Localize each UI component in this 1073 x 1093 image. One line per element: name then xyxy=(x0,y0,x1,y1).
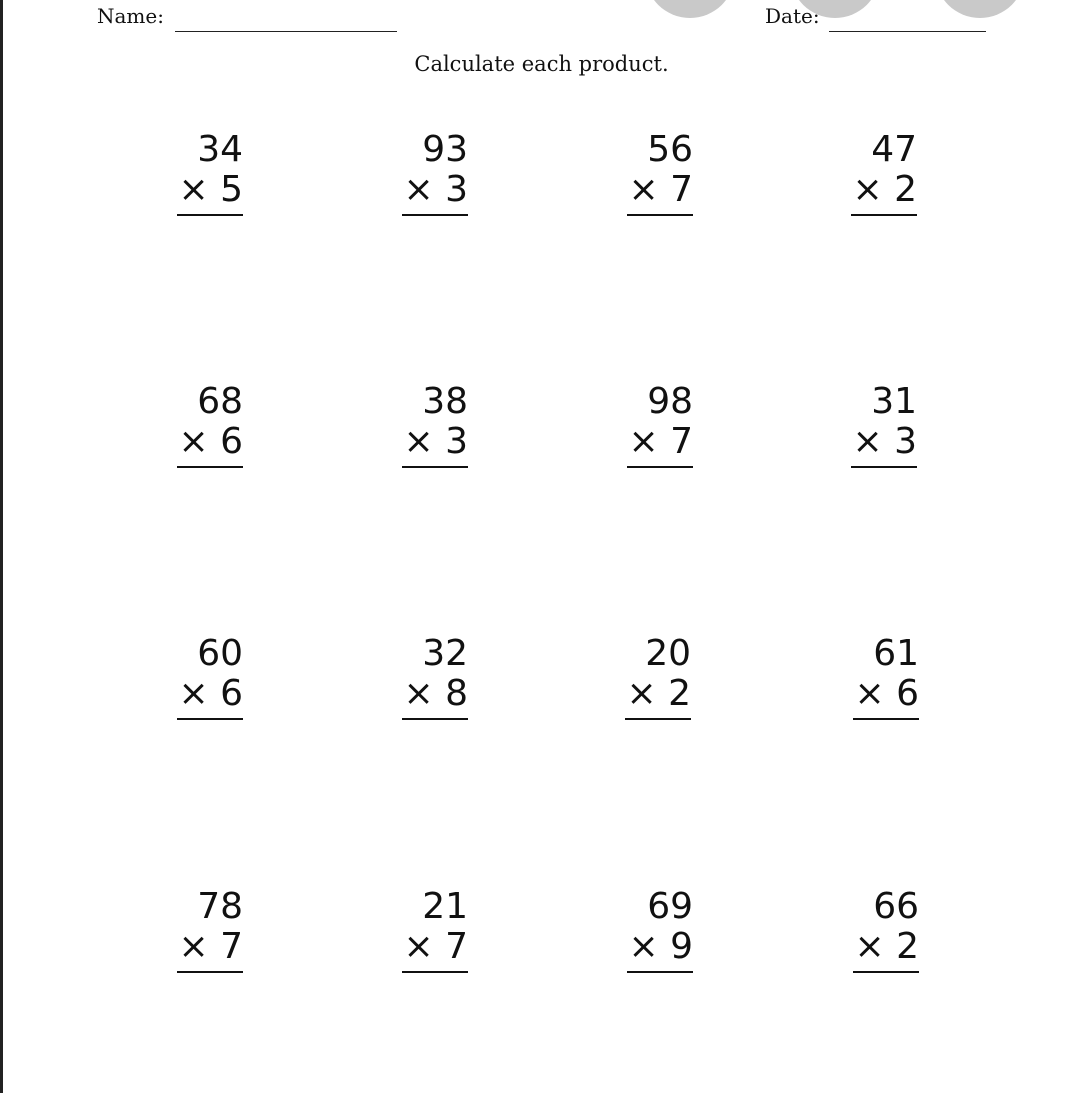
multiplicand: 20 xyxy=(645,633,691,674)
answer-line xyxy=(625,718,691,720)
multiplicand: 38 xyxy=(422,381,468,422)
multiplier: 3 xyxy=(894,421,917,462)
multiplier-row xyxy=(398,927,468,967)
multiplier-row xyxy=(623,170,693,210)
multiplier: 7 xyxy=(220,926,243,967)
problem-card xyxy=(621,634,691,720)
multiplier: 7 xyxy=(445,926,468,967)
answer-line xyxy=(177,466,243,468)
problem-card xyxy=(173,382,243,468)
name-label: Name: xyxy=(97,4,164,28)
multiplicand: 32 xyxy=(422,633,468,674)
multiplier-row xyxy=(173,422,243,462)
times-sign: × xyxy=(403,169,434,210)
problem-card xyxy=(398,382,468,468)
problem-card xyxy=(173,634,243,720)
multiplier-row xyxy=(623,927,693,967)
times-sign: × xyxy=(403,673,434,714)
multiplier-row xyxy=(621,674,691,714)
multiplicand: 98 xyxy=(647,381,693,422)
multiplicand: 56 xyxy=(647,129,693,170)
times-sign: × xyxy=(403,421,434,462)
answer-line xyxy=(627,214,693,216)
problem-card xyxy=(398,130,468,216)
times-sign: × xyxy=(626,673,657,714)
multiplier-row xyxy=(849,927,919,967)
answer-line xyxy=(402,718,468,720)
multiplier: 2 xyxy=(668,673,691,714)
times-sign: × xyxy=(852,421,883,462)
multiplicand: 61 xyxy=(873,633,919,674)
multiplier: 6 xyxy=(896,673,919,714)
answer-line xyxy=(853,971,919,973)
answer-line xyxy=(627,466,693,468)
multiplier-row xyxy=(623,422,693,462)
multiplier: 3 xyxy=(445,169,468,210)
problem-card xyxy=(847,382,917,468)
problem-card xyxy=(173,130,243,216)
problem-card xyxy=(849,634,919,720)
times-sign: × xyxy=(178,926,209,967)
answer-line xyxy=(853,718,919,720)
multiplicand: 78 xyxy=(197,886,243,927)
times-sign: × xyxy=(628,169,659,210)
times-sign: × xyxy=(178,169,209,210)
problem-card xyxy=(398,887,468,973)
multiplicand: 68 xyxy=(197,381,243,422)
multiplicand: 31 xyxy=(871,381,917,422)
multiplier: 3 xyxy=(445,421,468,462)
multiplier-row xyxy=(398,422,468,462)
times-sign: × xyxy=(854,926,885,967)
problem-card xyxy=(623,887,693,973)
answer-line xyxy=(627,971,693,973)
times-sign: × xyxy=(854,673,885,714)
multiplicand: 47 xyxy=(871,129,917,170)
multiplier: 2 xyxy=(894,169,917,210)
times-sign: × xyxy=(628,421,659,462)
times-sign: × xyxy=(628,926,659,967)
problem-card xyxy=(623,130,693,216)
problem-card xyxy=(623,382,693,468)
multiplicand: 69 xyxy=(647,886,693,927)
multiplier: 2 xyxy=(896,926,919,967)
multiplier-row xyxy=(173,927,243,967)
multiplier: 6 xyxy=(220,421,243,462)
answer-line xyxy=(402,971,468,973)
answer-line xyxy=(851,466,917,468)
multiplier: 7 xyxy=(670,169,693,210)
date-label: Date: xyxy=(765,4,820,28)
problem-card xyxy=(847,130,917,216)
multiplier-row xyxy=(398,674,468,714)
multiplier-row xyxy=(849,674,919,714)
times-sign: × xyxy=(852,169,883,210)
multiplier: 6 xyxy=(220,673,243,714)
multiplier-row xyxy=(173,170,243,210)
multiplicand: 66 xyxy=(873,886,919,927)
instruction-text: Calculate each product. xyxy=(414,52,669,76)
times-sign: × xyxy=(178,421,209,462)
multiplicand: 60 xyxy=(197,633,243,674)
times-sign: × xyxy=(178,673,209,714)
multiplier-row xyxy=(847,422,917,462)
answer-line xyxy=(851,214,917,216)
answer-line xyxy=(402,466,468,468)
answer-line xyxy=(177,971,243,973)
answer-line xyxy=(177,214,243,216)
multiplicand: 93 xyxy=(422,129,468,170)
problem-card xyxy=(173,887,243,973)
multiplier: 8 xyxy=(445,673,468,714)
multiplicand: 34 xyxy=(197,129,243,170)
problem-card xyxy=(398,634,468,720)
multiplier-row xyxy=(847,170,917,210)
times-sign: × xyxy=(403,926,434,967)
multiplier: 7 xyxy=(670,421,693,462)
multiplier: 9 xyxy=(670,926,693,967)
multiplicand: 21 xyxy=(422,886,468,927)
problem-card xyxy=(849,887,919,973)
multiplier-row xyxy=(173,674,243,714)
answer-line xyxy=(177,718,243,720)
multiplier-row xyxy=(398,170,468,210)
multiplier: 5 xyxy=(220,169,243,210)
answer-line xyxy=(402,214,468,216)
